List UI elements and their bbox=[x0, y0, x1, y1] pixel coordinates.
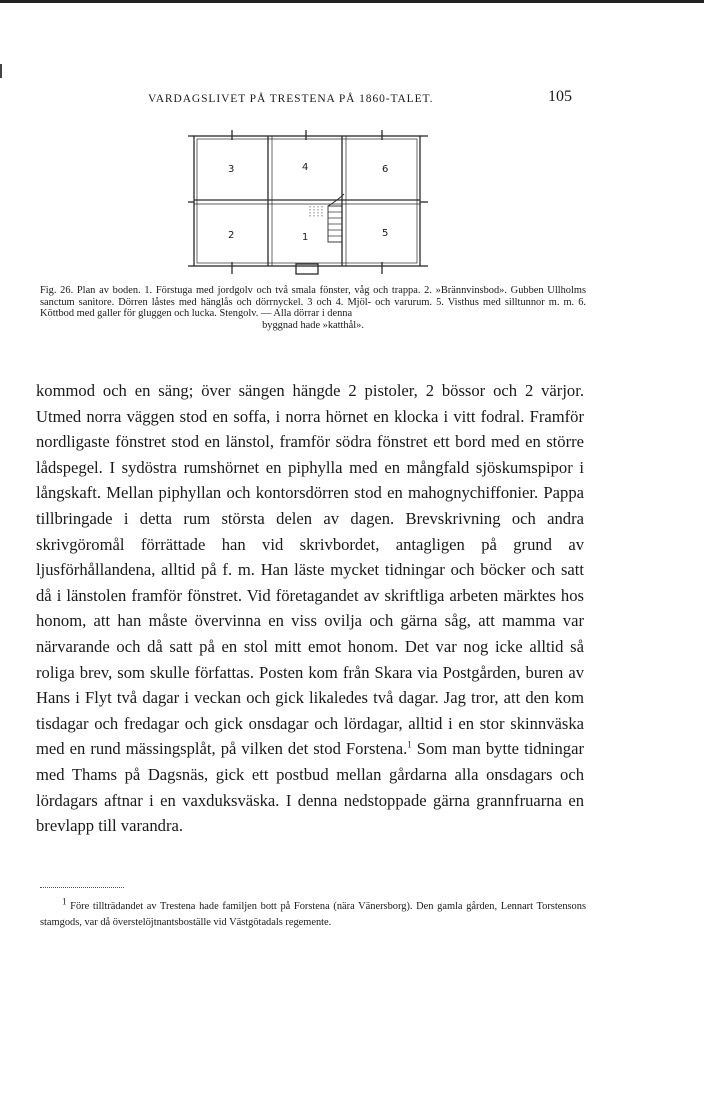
room-label-3: 3 bbox=[228, 164, 235, 175]
footnote-text: Före tillträdandet av Trestena hade familjen bott på Forstena (nära Vänersborg). Den gamla gården, Lennart Torstensons stamgods, var då överstelöjtnantsboställe vid Västgötadals regemente. bbox=[40, 901, 586, 928]
room-label-2: 2 bbox=[228, 230, 235, 241]
footnote bbox=[40, 896, 586, 930]
figure-caption-last: byggnad hade »katthål». bbox=[262, 319, 364, 331]
room-label-1: 1 bbox=[302, 232, 309, 243]
room-label-5: 5 bbox=[382, 228, 389, 239]
outer-wall-inner bbox=[197, 139, 417, 263]
paragraph-end: Som man bytte tidningar med Thams på Dagsnäs, gick ett postbud mellan gårdarna alla onsdagars och lördagars aftnar i en vaxduksväska. I denna nedstoppade gärna grannfruarna en brevlapp till varandra. bbox=[36, 739, 584, 836]
footnote-reference: 1 bbox=[407, 739, 412, 750]
body-paragraph bbox=[36, 378, 584, 839]
page-top-edge bbox=[0, 0, 704, 3]
floor-plan-figure bbox=[188, 126, 428, 278]
body-text bbox=[36, 378, 584, 839]
running-title: VARDAGSLIVET PÅ TRESTENA PÅ 1860-TALET. bbox=[148, 93, 434, 105]
outer-wall bbox=[194, 136, 420, 266]
room-label-4: 4 bbox=[302, 162, 309, 173]
room-label-6: 6 bbox=[382, 164, 389, 175]
footnote-marker: 1 bbox=[62, 896, 67, 907]
page-number: 105 bbox=[548, 88, 572, 105]
figure-caption bbox=[40, 285, 586, 331]
figure-caption-main: Fig. 26. Plan av boden. 1. Förstuga med jordgolv och två smala fönster, våg och trappa. 2. »Brännvinsbod». Gubben Ullholms sanctum sanitore. Dörren låstes med hänglås och dörrnyckel. 3 och 4. Mjöl- och varurum. 5. Visthus med silltunnor m. m. 6. Köttbod med galler för gluggen och lucka. Stengolv. — Alla dörrar i denna bbox=[40, 285, 586, 320]
page-edge-mark bbox=[0, 64, 2, 78]
footnote-divider bbox=[40, 887, 124, 889]
paragraph-text: kommod och en säng; över sängen hängde 2 pistoler, 2 bössor och 2 värjor. Utmed norra väggen stod en soffa, i norra hörnet en klocka i vitt fodral. Framför nordligaste fönstret stod en länstol, framför södra fönstret ett bord med en större lådspegel. I sydöstra rumshörnet en piphylla med en mångfald sjöskumspipor i långskaft. Mellan piphyllan och kontorsdörren stod en mahognychiffonier. Pappa tillbringade i detta rum största delen av dagen. Brevskrivning och andra skrivgöromål förrättade han vid skrivbordet, antagligen på grund av ljusförhållandena, alltid på f. m. Han läste mycket tidningar och böcker och satt då i länstolen framför fönstret. Vid företagandet av skriftliga arbeten märktes hos honom, att han måste övervinna en viss ovilja och gärna såg, att mamma var närvarande och då satt på en stol mitt emot honom. Det var nog icke alltid så roliga brev, som skulle författas. Posten kom från Skara via Postgården, buren av Hans i Flyt två dagar i veckan och gick likaledes två dagar. Jag tror, att den kom tisdagar och fredagar och gick onsdagar och lördagar, alltid i en stor skinnväska med en rund mässingsplåt, på vilken det stod Forstena. bbox=[36, 381, 584, 759]
